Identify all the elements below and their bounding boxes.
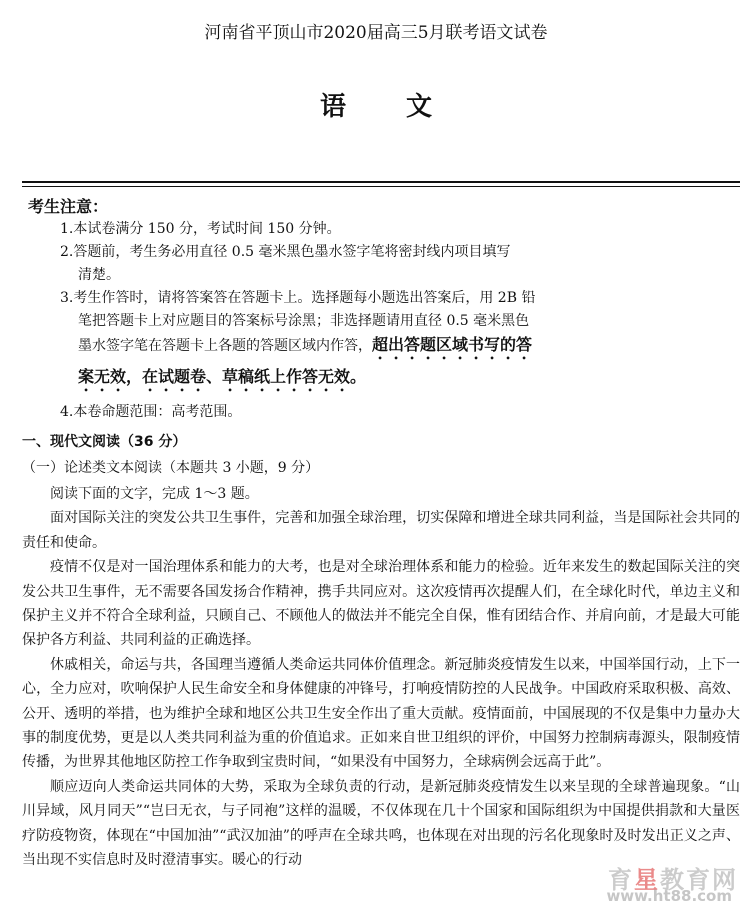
reading-passage <box>22 482 740 873</box>
notice-item-3 <box>60 287 600 310</box>
header-rule-thin <box>22 186 740 187</box>
notice-title: 考生注意： <box>28 197 109 216</box>
notice-text: 墨水签字笔在答题卡上各题的答题区域内作答， <box>78 338 372 354</box>
notice-text: 考生作答时，请将答案答在答题卡上。选择题每小题选出答案后，用 2B 铅 <box>73 290 536 306</box>
paragraph: 面对国际关注的突发公共卫生事件，完善和加强全球治理，切实保障和增进全球共同利益，当是国际社会共同的责任和使命。 <box>22 510 740 551</box>
notice-list <box>60 218 600 424</box>
notice-item-2 <box>60 241 600 264</box>
paragraph: 休戚相关，命运与共，各国理当遵循人类命运共同体价值理念。新冠肺炎疫情发生以来，中国举国行动，上下一心，全力应对，吹响保护人民生命安全和身体健康的冲锋号，打响疫情防控的人民战争。中国政府采取积极、高效、公开、透明的举措，也为维护全球和地区公共卫生安全作出了重大贡献。疫情面前，中国展现的不仅是集中力量办大事的制度优势，更是以人类共同利益为重的价值追求。正如来自世卫组织的评价，中国努力控制病毒源头，限制疫情传播，为世界其他地区防控工作争取到宝贵时间，“如果没有中国努力，全球病例会远高于此”。 <box>22 656 740 771</box>
notice-text: 答题前，考生务必用直径 0.5 毫米黑色墨水签字笔将密封线内项目填写 <box>73 244 511 260</box>
subsection-heading: （一）论述类文本阅读（本题共 3 小题，9 分） <box>22 460 320 476</box>
section-heading: 一、现代文阅读（36 分） <box>22 434 187 450</box>
watermark-logo: 育星教育网 <box>608 866 738 894</box>
paragraph: 疫情不仅是对一国治理体系和能力的大考，也是对全球治理体系和能力的检验。近年来发生的数起国际关注的突发公共卫生事件，无不需要各国发扬合作精神，携手共同应对。这次疫情再次提醒人们，在全球化时代，单边主义和保护主义并不符合全球利益，只顾自己、不顾他人的做法并不能完全自保，惟有团结合作、并肩向前，才是最大可能保护各方利益、共同利益的正确选择。 <box>22 559 740 649</box>
instruction: 阅读下面的文字，完成 1～3 题。 <box>50 486 259 502</box>
notice-text: 本卷命题范围：高考范围。 <box>73 404 242 420</box>
subject-title: 语文 <box>319 92 492 122</box>
notice-item-2-cont: 清楚。 <box>78 267 120 283</box>
notice-item-1 <box>60 218 600 241</box>
paragraph: 顺应迈向人类命运共同体的大势，采取为全球负责的行动，是新冠肺炎疫情发生以来呈现的全球普遍现象。“山川异域，风月同天”“岂曰无衣，与子同袍”这样的温暖，不仅体现在几十个国家和国际组织为中国提供捐款和大量医疗防疫物资，体现在“中国加油”“武汉加油”的呼声在全球共鸣，也体现在对出现的污名化现象时及时发出正义之声、当出现不实信息时及时澄清事实。暖心的行动 <box>22 778 740 869</box>
notice-emphasis: 超出答题区域书写的答 <box>372 335 533 354</box>
exam-title: 河南省平顶山市2020届高三5月联考语文试卷 <box>204 23 548 43</box>
notice-item-3-cont2 <box>60 333 600 363</box>
notice-num: 3. <box>60 290 74 306</box>
notice-item-4 <box>60 401 600 424</box>
notice-item-3-cont3 <box>60 365 600 395</box>
notice-num: 4. <box>60 404 74 420</box>
notice-num: 2. <box>60 244 74 260</box>
notice-text: 本试卷满分 150 分，考试时间 150 分钟。 <box>73 221 341 237</box>
notice-item-3-cont1: 笔把答题卡上对应题目的答案标号涂黑；非选择题请用直径 0.5 毫米黑色 <box>78 313 530 329</box>
header-rule-thick <box>22 181 740 183</box>
watermark-url: www.ht88.com <box>606 887 732 905</box>
notice-emphasis: 案无效，在试题卷、草稿纸上作答无效。 <box>78 367 367 386</box>
notice-num: 1. <box>60 221 74 237</box>
